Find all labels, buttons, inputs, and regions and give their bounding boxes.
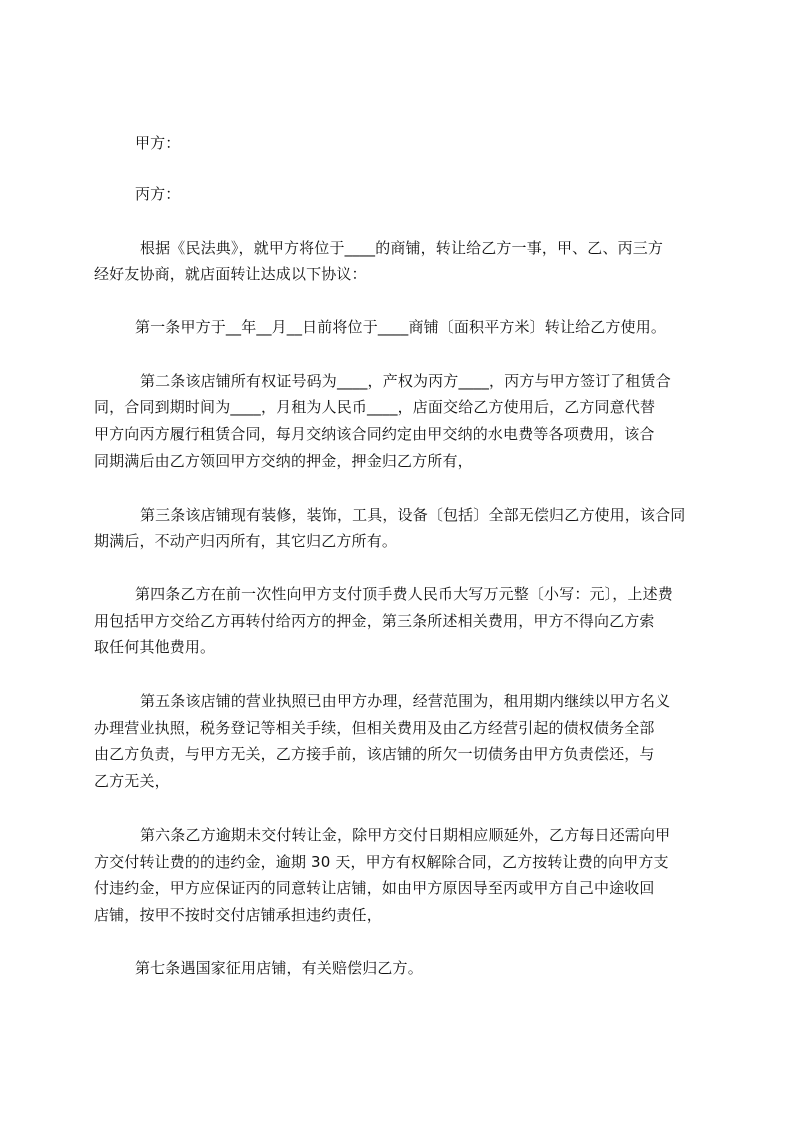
party-a-label: 甲方： — [135, 134, 181, 152]
paragraph-line: 办理营业执照，税务登记等相关手续，但相关费用及由乙方经营引起的债权债务全部 — [94, 719, 655, 737]
paragraph-line: 经好友协商，就店面转让达成以下协议： — [94, 265, 367, 283]
paragraph-line: 店铺，按甲不按时交付店铺承担违约责任， — [94, 906, 382, 924]
paragraph-line: 付违约金，甲方应保证丙的同意转让店铺，如由甲方原因导至丙或甲方自己中途收回 — [94, 879, 655, 897]
paragraph-line: 第六条乙方逾期未交付转让金，除甲方交付日期相应顺延外，乙方每日还需向甲 — [140, 826, 671, 844]
paragraph-line: 第五条该店铺的营业执照已由甲方办理，经营范围为，租用期内继续以甲方名义 — [140, 692, 671, 710]
paragraph-line: 第七条遇国家征用店铺，有关赔偿归乙方。 — [135, 959, 423, 977]
paragraph-line: 方交付转让费的的违约金，逾期 30 天，甲方有权解除合同，乙方按转让费的向甲方支 — [94, 853, 669, 871]
paragraph-line: 乙方无关， — [94, 772, 170, 790]
party-c-label: 丙方： — [135, 185, 181, 203]
paragraph-line: 取任何其他费用。 — [94, 638, 216, 656]
paragraph-line: 同期满后由乙方领回甲方交纳的押金，押金归乙方所有， — [94, 452, 473, 470]
paragraph-line: 用包括甲方交给乙方再转付给丙方的押金，第三条所述相关费用，甲方不得向乙方索 — [94, 612, 655, 630]
paragraph-line: 同，合同到期时间为____，月租为人民币____，店面交给乙方使用后，乙方同意代替 — [94, 398, 656, 416]
paragraph-line: 第二条该店铺所有权证号码为____，产权为丙方____，丙方与甲方签订了租赁合 — [140, 372, 671, 390]
paragraph-line: 根据《民法典》，就甲方将位于____的商铺，转让给乙方一事，甲、乙、丙三方 — [140, 239, 664, 257]
paragraph-line: 期满后，不动产归丙所有，其它归乙方所有。 — [94, 532, 398, 550]
paragraph-line: 第三条该店铺现有装修，装饰，工具，设备〔包括〕全部无偿归乙方使用，该合同 — [140, 506, 686, 524]
paragraph-line: 第四条乙方在前一次性向甲方支付顶手费人民币大写万元整〔小写：元〕，上述费 — [135, 585, 673, 603]
paragraph-line: 第一条甲方于__年__月__日前将位于____商铺〔面积平方米〕转让给乙方使用。 — [135, 318, 667, 336]
paragraph-line: 由乙方负责，与甲方无关，乙方接手前，该店铺的所欠一切债务由甲方负责偿还，与 — [94, 745, 655, 763]
paragraph-line: 甲方向丙方履行租赁合同，每月交纳该合同约定由甲交纳的水电费等各项费用，该合 — [94, 425, 655, 443]
